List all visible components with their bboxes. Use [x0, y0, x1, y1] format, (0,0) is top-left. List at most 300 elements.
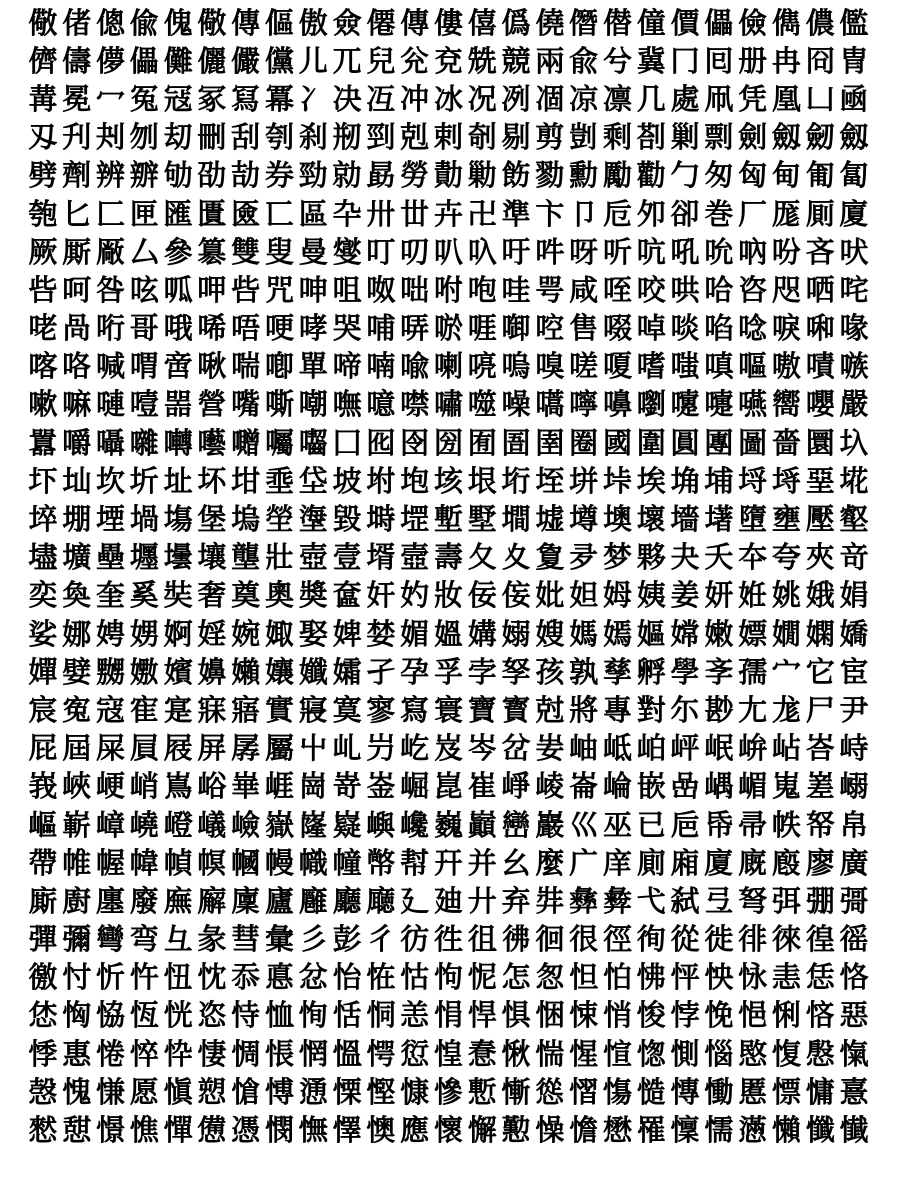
glyph-character: 堽 [400, 502, 430, 537]
glyph-character: 彎 [95, 922, 125, 957]
glyph-character: 儉 [738, 5, 768, 40]
glyph-character: 墮 [738, 502, 768, 537]
glyph-character: 慵 [805, 1074, 835, 1109]
glyph-character: 匚 [95, 196, 125, 231]
glyph-character: 夸 [771, 540, 801, 575]
glyph-character: 嫺 [771, 616, 801, 651]
glyph-character: 巖 [535, 807, 565, 842]
glyph-character: 寉 [129, 692, 159, 727]
glyph-character: 傴 [264, 5, 294, 40]
glyph-character: 恪 [839, 960, 869, 995]
glyph-character: 岻 [602, 731, 632, 766]
glyph-character: 慄 [332, 1074, 362, 1109]
glyph-character: 嚥 [738, 387, 768, 422]
glyph-character: 噫 [366, 387, 396, 422]
glyph-character: 咸 [569, 272, 599, 307]
glyph-character: 宸 [28, 692, 58, 727]
glyph-character: 啜 [602, 311, 632, 346]
glyph-character: 恍 [163, 998, 193, 1033]
glyph-character: 悁 [433, 998, 463, 1033]
glyph-character: 堋 [62, 502, 92, 537]
glyph-character: 團 [704, 425, 734, 460]
glyph-character: 刳 [264, 120, 294, 155]
glyph-character: 悸 [28, 1036, 58, 1071]
glyph-character: 勣 [433, 158, 463, 193]
glyph-character: 噬 [467, 387, 497, 422]
glyph-character: 屆 [62, 731, 92, 766]
glyph-character: 妝 [433, 578, 463, 613]
glyph-character: 咥 [602, 272, 632, 307]
glyph-character: 嶽 [264, 807, 294, 842]
glyph-character: 卆 [332, 196, 362, 231]
glyph-character: 叭 [433, 234, 463, 269]
glyph-character: 吮 [704, 234, 734, 269]
glyph-character: 廳 [332, 883, 362, 918]
glyph-character: 國 [602, 425, 632, 460]
glyph-character: 惱 [704, 1036, 734, 1071]
glyph-character: 徨 [805, 922, 835, 957]
glyph-character: 娵 [264, 616, 294, 651]
glyph-character: 嚠 [636, 387, 666, 422]
glyph-character: 壙 [62, 540, 92, 575]
glyph-character: 咎 [95, 272, 125, 307]
glyph-character: 嘖 [805, 349, 835, 384]
glyph-row [0, 424, 900, 462]
glyph-character: 卻 [670, 196, 700, 231]
glyph-character: 啌 [535, 311, 565, 346]
glyph-character: 啻 [163, 349, 193, 384]
glyph-character: 夐 [535, 540, 565, 575]
glyph-character: 圻 [129, 463, 159, 498]
glyph-character: 彿 [501, 922, 531, 957]
glyph-character: 嵬 [771, 769, 801, 804]
glyph-character: 愼 [163, 1074, 193, 1109]
glyph-character: 妣 [535, 578, 565, 613]
glyph-character: 喨 [467, 349, 497, 384]
glyph-character: 崘 [602, 769, 632, 804]
glyph-character: 嚏 [704, 387, 734, 422]
glyph-character: 嵳 [805, 769, 835, 804]
glyph-character: 寃 [62, 692, 92, 727]
glyph-character: 并 [467, 845, 497, 880]
glyph-character: 嵶 [839, 769, 869, 804]
glyph-character: 嫋 [501, 616, 531, 651]
glyph-character: 吩 [771, 234, 801, 269]
glyph-character: 將 [569, 692, 599, 727]
glyph-character: 嵜 [332, 769, 362, 804]
glyph-character: 彭 [332, 922, 362, 957]
glyph-character: 廝 [28, 883, 58, 918]
glyph-character: 夂 [467, 540, 497, 575]
glyph-character: 甸 [771, 158, 801, 193]
glyph-character: 垳 [501, 463, 531, 498]
glyph-character: 峽 [62, 769, 92, 804]
glyph-character: 峅 [738, 731, 768, 766]
glyph-character: 壻 [366, 540, 396, 575]
glyph-character: 恷 [28, 998, 58, 1033]
glyph-character: 塹 [433, 502, 463, 537]
glyph-character: 愃 [602, 1036, 632, 1071]
glyph-character: 悋 [805, 998, 835, 1033]
glyph-character: 憑 [231, 1113, 261, 1148]
glyph-character: 儕 [28, 43, 58, 78]
glyph-character: 呷 [197, 272, 227, 307]
glyph-character: 恊 [95, 998, 125, 1033]
glyph-character: 儿 [298, 43, 328, 78]
glyph-character: 岫 [569, 731, 599, 766]
glyph-character: 悵 [264, 1036, 294, 1071]
glyph-character: 儡 [704, 5, 734, 40]
glyph-character: 寞 [332, 692, 362, 727]
glyph-character: 姆 [602, 578, 632, 613]
glyph-character: 廢 [129, 883, 159, 918]
glyph-character: 刧 [163, 120, 193, 155]
glyph-character: 傀 [163, 5, 193, 40]
glyph-character: 悽 [197, 1036, 227, 1071]
glyph-character: 匐 [839, 158, 869, 193]
glyph-character: 廬 [264, 883, 294, 918]
glyph-character: 嬾 [231, 654, 261, 689]
glyph-character: 崗 [298, 769, 328, 804]
glyph-character: 圸 [62, 463, 92, 498]
glyph-character: 懋 [602, 1113, 632, 1148]
glyph-character: 垪 [569, 463, 599, 498]
glyph-character: 彷 [400, 922, 430, 957]
glyph-character: 單 [298, 349, 328, 384]
glyph-character: 厶 [129, 234, 159, 269]
glyph-character: 唳 [771, 311, 801, 346]
glyph-character: 刎 [129, 120, 159, 155]
glyph-character: 姜 [670, 578, 700, 613]
glyph-character: 僥 [535, 5, 565, 40]
glyph-character: 懺 [805, 1113, 835, 1148]
glyph-character: 懊 [366, 1113, 396, 1148]
glyph-character: 嚆 [535, 387, 565, 422]
glyph-character: 兗 [433, 43, 463, 78]
glyph-character: 呻 [298, 272, 328, 307]
glyph-character: 廛 [95, 883, 125, 918]
glyph-character: 兊 [400, 43, 430, 78]
glyph-character: 嫐 [129, 654, 159, 689]
glyph-row [0, 348, 900, 386]
glyph-character: 娚 [129, 616, 159, 651]
glyph-character: 慚 [501, 1074, 531, 1109]
glyph-character: 圖 [738, 425, 768, 460]
glyph-character: 冢 [197, 81, 227, 116]
glyph-character: 冫 [298, 81, 328, 116]
glyph-character: 嵋 [738, 769, 768, 804]
glyph-character: 孅 [298, 654, 328, 689]
glyph-character: 埀 [264, 463, 294, 498]
glyph-character: 屎 [95, 731, 125, 766]
glyph-character: 徂 [467, 922, 497, 957]
glyph-character: 慙 [467, 1074, 497, 1109]
glyph-character: 堊 [805, 463, 835, 498]
glyph-character: 惷 [467, 1036, 497, 1071]
glyph-character: 兀 [332, 43, 362, 78]
glyph-character: 奸 [366, 578, 396, 613]
glyph-character: 兪 [569, 43, 599, 78]
glyph-character: 惴 [535, 1036, 565, 1071]
glyph-character: 哇 [501, 272, 531, 307]
glyph-character: 寔 [163, 692, 193, 727]
glyph-character: 辧 [129, 158, 159, 193]
glyph-character: 帶 [28, 845, 58, 880]
glyph-character: 儔 [62, 43, 92, 78]
glyph-character: 慘 [433, 1074, 463, 1109]
glyph-character: 慴 [569, 1074, 599, 1109]
glyph-character: 幇 [400, 845, 430, 880]
glyph-character: 尓 [670, 692, 700, 727]
glyph-character: 咫 [771, 272, 801, 307]
glyph-character: 弑 [670, 883, 700, 918]
glyph-character: 怎 [501, 960, 531, 995]
glyph-character: 已 [636, 807, 666, 842]
glyph-character: 冪 [264, 81, 294, 116]
glyph-character: 寐 [197, 692, 227, 727]
glyph-character: 憚 [163, 1113, 193, 1148]
glyph-character: 惠 [62, 1036, 92, 1071]
glyph-character: 慥 [636, 1074, 666, 1109]
glyph-character: 怩 [467, 960, 497, 995]
glyph-character: 嵌 [636, 769, 666, 804]
glyph-character: 卅 [366, 196, 396, 231]
glyph-character: 坡 [332, 463, 362, 498]
glyph-character: 悍 [467, 998, 497, 1033]
glyph-character: 愧 [62, 1074, 92, 1109]
glyph-character: 噤 [400, 387, 430, 422]
glyph-character: 巫 [602, 807, 632, 842]
glyph-character: 怡 [332, 960, 362, 995]
glyph-character: 塢 [231, 502, 261, 537]
glyph-character: 幵 [433, 845, 463, 880]
glyph-character: 對 [636, 692, 666, 727]
glyph-character: 悄 [602, 998, 632, 1033]
glyph-character: 崛 [400, 769, 430, 804]
glyph-character: 參 [163, 234, 193, 269]
glyph-row [0, 233, 900, 271]
glyph-character: 呰 [28, 272, 58, 307]
glyph-character: 彑 [163, 922, 193, 957]
glyph-row [0, 462, 900, 500]
glyph-character: 嶢 [129, 807, 159, 842]
glyph-row [0, 500, 900, 538]
glyph-character: 巓 [467, 807, 497, 842]
glyph-character: 奧 [264, 578, 294, 613]
glyph-character: 凛 [602, 81, 632, 116]
glyph-character: 塋 [264, 502, 294, 537]
glyph-character: 剄 [366, 120, 396, 155]
glyph-character: 廂 [670, 845, 700, 880]
glyph-row [0, 310, 900, 348]
glyph-character: 嵒 [670, 769, 700, 804]
glyph-character: 喟 [129, 349, 159, 384]
glyph-character: 嘲 [298, 387, 328, 422]
glyph-row [0, 653, 900, 691]
glyph-character: 慍 [332, 1036, 362, 1071]
glyph-character: 嬶 [197, 654, 227, 689]
glyph-character: 廨 [197, 883, 227, 918]
glyph-character: 壼 [400, 540, 430, 575]
glyph-character: 嚶 [805, 387, 835, 422]
glyph-character: 懈 [467, 1113, 497, 1148]
glyph-character: 塰 [298, 502, 328, 537]
glyph-character: 壜 [163, 540, 193, 575]
glyph-character: 凭 [738, 81, 768, 116]
glyph-character: 夲 [738, 540, 768, 575]
glyph-character: 慫 [535, 1074, 565, 1109]
glyph-character: 刔 [95, 120, 125, 155]
glyph-character: 怫 [636, 960, 666, 995]
glyph-character: 嫂 [535, 616, 565, 651]
glyph-character: 崙 [569, 769, 599, 804]
glyph-character: 巍 [433, 807, 463, 842]
glyph-character: 妲 [569, 578, 599, 613]
glyph-character: 奐 [62, 578, 92, 613]
glyph-character: 怦 [670, 960, 700, 995]
glyph-character: 圍 [636, 425, 666, 460]
glyph-character: 廰 [366, 883, 396, 918]
glyph-character: 嬌 [839, 616, 869, 651]
glyph-character: 嗾 [839, 349, 869, 384]
glyph-character: 墸 [704, 502, 734, 537]
glyph-character: 叨 [400, 234, 430, 269]
glyph-character: 勠 [535, 158, 565, 193]
glyph-character: 尢 [738, 692, 768, 727]
glyph-character: 冀 [636, 43, 666, 78]
glyph-character: 嗹 [95, 387, 125, 422]
glyph-character: 惓 [95, 1036, 125, 1071]
glyph-row [0, 1111, 900, 1149]
glyph-character: 坿 [366, 463, 396, 498]
glyph-character: 婪 [366, 616, 396, 651]
glyph-character: 廣 [839, 845, 869, 880]
glyph-character: 墟 [535, 502, 565, 537]
glyph-character: 囂 [28, 425, 58, 460]
glyph-character: 恂 [298, 998, 328, 1033]
glyph-character: 岼 [670, 731, 700, 766]
glyph-character: 惻 [670, 1036, 700, 1071]
glyph-character: 慂 [298, 1074, 328, 1109]
glyph-character: 咾 [28, 311, 58, 346]
glyph-character: 恠 [366, 960, 396, 995]
glyph-row [0, 42, 900, 80]
glyph-character: 寇 [95, 692, 125, 727]
glyph-character: 憮 [298, 1113, 328, 1148]
glyph-character: 咼 [62, 311, 92, 346]
glyph-character: 刄 [28, 120, 58, 155]
glyph-row [0, 806, 900, 844]
glyph-character: 喞 [264, 349, 294, 384]
glyph-character: 叟 [264, 234, 294, 269]
glyph-row [0, 386, 900, 424]
glyph-character: 怛 [569, 960, 599, 995]
glyph-row [0, 119, 900, 157]
glyph-character: 峙 [839, 731, 869, 766]
glyph-character: 慷 [400, 1074, 430, 1109]
glyph-character: 婀 [163, 616, 193, 651]
glyph-character: 帛 [839, 807, 869, 842]
glyph-row [0, 882, 900, 920]
glyph-character: 嶂 [95, 807, 125, 842]
glyph-character: 傳 [400, 5, 430, 40]
glyph-character: 嬲 [95, 654, 125, 689]
glyph-character: 惧 [501, 998, 531, 1033]
glyph-character: 妛 [535, 731, 565, 766]
glyph-character: 吭 [636, 234, 666, 269]
glyph-character: 悒 [738, 998, 768, 1033]
glyph-character: 决 [332, 81, 362, 116]
glyph-character: 孑 [366, 654, 396, 689]
glyph-character: 怙 [400, 960, 430, 995]
glyph-character: 剌 [433, 120, 463, 155]
glyph-character: 彜 [602, 883, 632, 918]
glyph-character: 刪 [197, 120, 227, 155]
glyph-character: 恣 [197, 998, 227, 1033]
glyph-character: 愴 [231, 1074, 261, 1109]
glyph-row [0, 691, 900, 729]
glyph-character: 彈 [28, 922, 58, 957]
glyph-character: 媼 [433, 616, 463, 651]
glyph-row [0, 844, 900, 882]
glyph-character: 恁 [805, 960, 835, 995]
glyph-character: 嶬 [197, 807, 227, 842]
glyph-character: 嫣 [602, 616, 632, 651]
glyph-character: 吁 [501, 234, 531, 269]
glyph-character: 嫗 [636, 616, 666, 651]
glyph-character: 壥 [129, 540, 159, 575]
glyph-row [0, 271, 900, 309]
glyph-character: 剴 [569, 120, 599, 155]
glyph-character: 應 [400, 1113, 430, 1148]
glyph-character: 尹 [839, 692, 869, 727]
glyph-character: 垓 [433, 463, 463, 498]
glyph-character: 奠 [231, 578, 261, 613]
glyph-character: 崢 [501, 769, 531, 804]
glyph-character: 垈 [298, 463, 328, 498]
glyph-character: 慓 [771, 1074, 801, 1109]
glyph-character: 燮 [332, 234, 362, 269]
glyph-character: 劒 [805, 120, 835, 155]
glyph-character: 咨 [738, 272, 768, 307]
glyph-character: 愀 [501, 1036, 531, 1071]
glyph-character: 忻 [95, 960, 125, 995]
glyph-character: 奘 [163, 578, 193, 613]
glyph-character: 卮 [602, 196, 632, 231]
glyph-character: 幤 [366, 845, 396, 880]
glyph-character: 憖 [28, 1113, 58, 1148]
glyph-character: 孵 [636, 654, 666, 689]
glyph-character: 匈 [738, 158, 768, 193]
glyph-character: 彁 [839, 883, 869, 918]
glyph-character: 嗇 [771, 425, 801, 460]
glyph-character: 唹 [433, 311, 463, 346]
glyph-character: 卉 [433, 196, 463, 231]
glyph-character: 懣 [738, 1113, 768, 1148]
glyph-character: 埣 [28, 502, 58, 537]
glyph-character: 唔 [231, 311, 261, 346]
glyph-character: 喇 [433, 349, 463, 384]
glyph-character: 寥 [366, 692, 396, 727]
glyph-character: 愾 [839, 1036, 869, 1071]
glyph-character: 姨 [636, 578, 666, 613]
glyph-character: 墫 [569, 502, 599, 537]
glyph-row [0, 959, 900, 997]
glyph-character: 奢 [197, 578, 227, 613]
glyph-character: 圷 [28, 463, 58, 498]
glyph-character: 廾 [467, 883, 497, 918]
glyph-character: 崋 [231, 769, 261, 804]
